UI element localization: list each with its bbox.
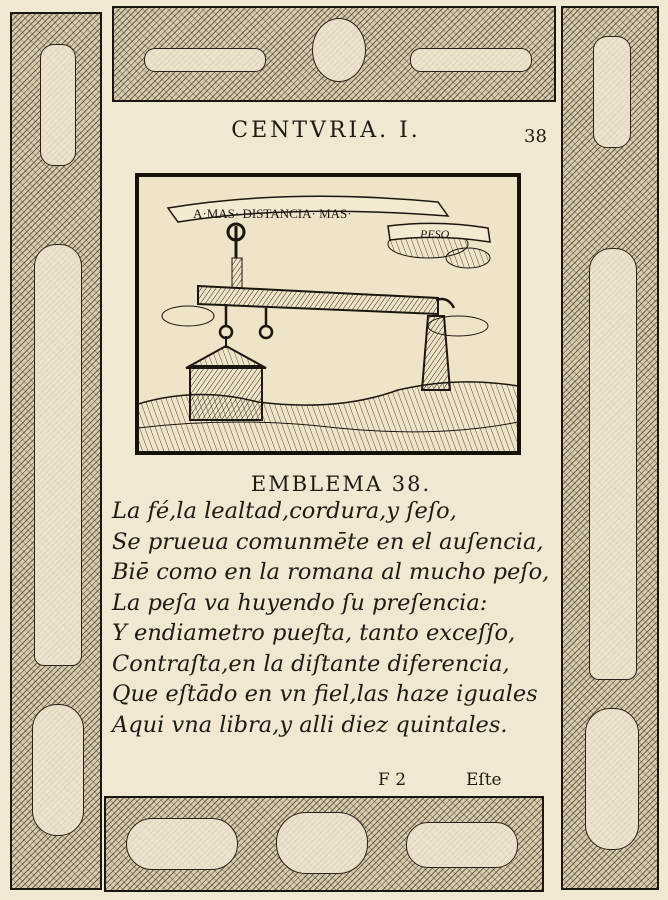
steelyard-beam	[198, 286, 438, 314]
verse-line: Contraſta,en la diſtante diferencia,	[112, 650, 510, 677]
running-head: CENTVRIA. I.	[231, 118, 421, 143]
emblem-heading: EMBLEMA 38.	[250, 472, 432, 496]
verse-line: Biē como en la romana al mucho peſo,	[112, 559, 550, 585]
verse-line: La fé,la lealtad,cordura,y ſeſo,	[112, 498, 457, 524]
verse-line: La peſa va huyendo ſu preſencia:	[112, 589, 488, 616]
verse-line: Que eſtādo en vn fiel,las haze iguales	[112, 681, 538, 707]
verse-line: Aqui vna libra,y alli diez quintales.	[112, 711, 508, 738]
verse-line: Se prueua comunmēte en el auſencia,	[112, 528, 544, 555]
left-ornamental-border	[10, 12, 102, 890]
bottom-ornamental-border	[104, 796, 544, 892]
verse-line: Y endiametro pueſta, tanto exceſſo,	[112, 620, 516, 646]
catchword: Eſte	[466, 770, 502, 790]
right-ornamental-border	[561, 6, 659, 890]
banner-text-1: A·MAS· DISTANCIA· MAS·	[193, 206, 352, 221]
top-ornamental-border	[112, 6, 556, 102]
woodcut-illustration	[138, 176, 518, 452]
banner-text-2: PESO	[420, 227, 450, 241]
signature-mark: F 2	[378, 770, 407, 790]
emblem-verse	[112, 496, 562, 740]
counterweight	[422, 316, 450, 390]
page-number: 38	[524, 126, 547, 147]
emblem-woodcut	[135, 173, 521, 455]
